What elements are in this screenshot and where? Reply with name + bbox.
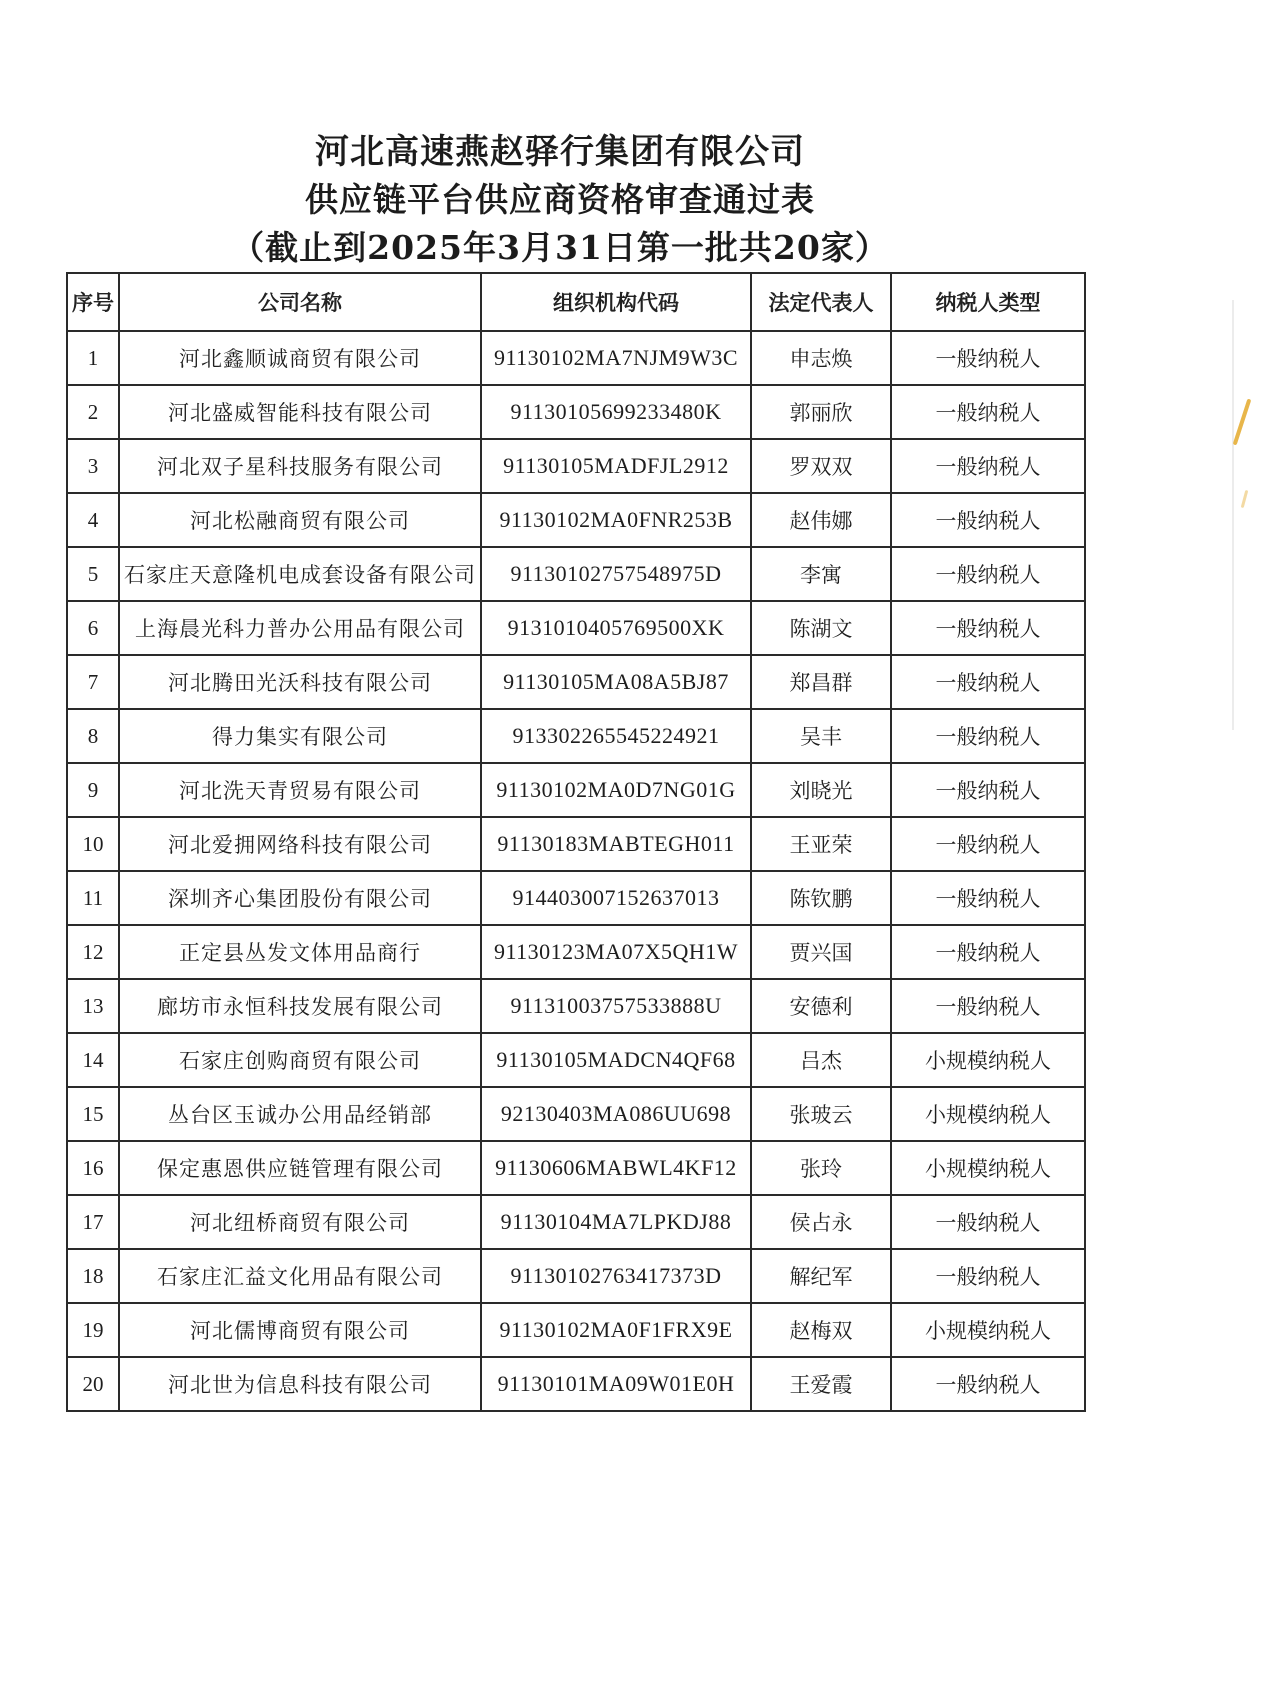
header-company-name: 公司名称 [119, 273, 481, 331]
cell-company-name: 河北腾田光沃科技有限公司 [119, 655, 481, 709]
document-title [0, 128, 1120, 272]
table-row [67, 1303, 1085, 1357]
cell-company-name: 河北盛威智能科技有限公司 [119, 385, 481, 439]
cell-seq: 17 [67, 1195, 119, 1249]
table-row [67, 331, 1085, 385]
table-row [67, 871, 1085, 925]
cell-org-code: 91130102763417373D [481, 1249, 751, 1303]
cell-seq: 19 [67, 1303, 119, 1357]
cell-legal-rep: 李寓 [751, 547, 891, 601]
header-legal-rep: 法定代表人 [751, 273, 891, 331]
cell-seq: 7 [67, 655, 119, 709]
title-company: 河北高速燕赵驿行集团有限公司 [315, 132, 805, 172]
table-row [67, 1141, 1085, 1195]
cell-legal-rep: 解纪军 [751, 1249, 891, 1303]
cell-org-code: 91130102757548975D [481, 547, 751, 601]
cell-company-name: 石家庄汇益文化用品有限公司 [119, 1249, 481, 1303]
table-row [67, 1195, 1085, 1249]
cell-seq: 5 [67, 547, 119, 601]
table-row [67, 601, 1085, 655]
cell-taxpayer-type: 小规模纳税人 [891, 1033, 1085, 1087]
cell-taxpayer-type: 一般纳税人 [891, 709, 1085, 763]
cell-legal-rep: 刘晓光 [751, 763, 891, 817]
cell-taxpayer-type: 一般纳税人 [891, 655, 1085, 709]
cell-taxpayer-type: 一般纳税人 [891, 493, 1085, 547]
cell-taxpayer-type: 小规模纳税人 [891, 1303, 1085, 1357]
cell-org-code: 91130123MA07X5QH1W [481, 925, 751, 979]
cell-org-code: 91130606MABWL4KF12 [481, 1141, 751, 1195]
table-row [67, 979, 1085, 1033]
cell-seq: 10 [67, 817, 119, 871]
cell-legal-rep: 王爱霞 [751, 1357, 891, 1411]
cell-org-code: 91130102MA0D7NG01G [481, 763, 751, 817]
title-date-note: （截止到2025年3月31日第一批共20家） [231, 228, 889, 267]
supplier-table-container [66, 272, 1084, 1412]
table-row [67, 385, 1085, 439]
cell-seq: 9 [67, 763, 119, 817]
cell-org-code: 91130101MA09W01E0H [481, 1357, 751, 1411]
cell-legal-rep: 王亚荣 [751, 817, 891, 871]
cell-taxpayer-type: 一般纳税人 [891, 979, 1085, 1033]
cell-company-name: 深圳齐心集团股份有限公司 [119, 871, 481, 925]
cell-legal-rep: 郭丽欣 [751, 385, 891, 439]
cell-seq: 20 [67, 1357, 119, 1411]
cell-legal-rep: 罗双双 [751, 439, 891, 493]
paper-edge-shadow [1232, 300, 1234, 730]
cell-company-name: 石家庄创购商贸有限公司 [119, 1033, 481, 1087]
cell-taxpayer-type: 一般纳税人 [891, 385, 1085, 439]
cell-seq: 1 [67, 331, 119, 385]
cell-seq: 4 [67, 493, 119, 547]
cell-taxpayer-type: 一般纳税人 [891, 925, 1085, 979]
table-row [67, 1033, 1085, 1087]
cell-taxpayer-type: 一般纳税人 [891, 1249, 1085, 1303]
table-body [67, 331, 1085, 1411]
cell-company-name: 河北松融商贸有限公司 [119, 493, 481, 547]
cell-legal-rep: 陈钦鹏 [751, 871, 891, 925]
cell-org-code: 91130102MA0F1FRX9E [481, 1303, 751, 1357]
cell-taxpayer-type: 小规模纳税人 [891, 1141, 1085, 1195]
cell-company-name: 保定惠恩供应链管理有限公司 [119, 1141, 481, 1195]
cell-taxpayer-type: 一般纳税人 [891, 1195, 1085, 1249]
header-taxpayer-type: 纳税人类型 [891, 273, 1085, 331]
title-table-name: 供应链平台供应商资格审查通过表 [305, 180, 815, 219]
cell-seq: 8 [67, 709, 119, 763]
cell-org-code: 913302265545224921 [481, 709, 751, 763]
cell-taxpayer-type: 一般纳税人 [891, 601, 1085, 655]
cell-seq: 14 [67, 1033, 119, 1087]
cell-company-name: 正定县丛发文体用品商行 [119, 925, 481, 979]
cell-org-code: 91130102MA0FNR253B [481, 493, 751, 547]
cell-taxpayer-type: 一般纳税人 [891, 871, 1085, 925]
highlighter-mark [1233, 399, 1252, 446]
cell-org-code: 91130102MA7NJM9W3C [481, 331, 751, 385]
cell-taxpayer-type: 一般纳税人 [891, 1357, 1085, 1411]
table-row [67, 925, 1085, 979]
cell-company-name: 河北爱拥网络科技有限公司 [119, 817, 481, 871]
supplier-table [66, 272, 1086, 1412]
cell-legal-rep: 赵梅双 [751, 1303, 891, 1357]
header-org-code: 组织机构代码 [481, 273, 751, 331]
cell-taxpayer-type: 小规模纳税人 [891, 1087, 1085, 1141]
cell-legal-rep: 侯占永 [751, 1195, 891, 1249]
table-row [67, 763, 1085, 817]
table-row [67, 709, 1085, 763]
cell-org-code: 91130105MADFJL2912 [481, 439, 751, 493]
table-row [67, 547, 1085, 601]
cell-taxpayer-type: 一般纳税人 [891, 817, 1085, 871]
cell-seq: 13 [67, 979, 119, 1033]
cell-legal-rep: 郑昌群 [751, 655, 891, 709]
cell-company-name: 石家庄天意隆机电成套设备有限公司 [119, 547, 481, 601]
cell-taxpayer-type: 一般纳税人 [891, 547, 1085, 601]
cell-org-code: 91131003757533888U [481, 979, 751, 1033]
cell-company-name: 河北世为信息科技有限公司 [119, 1357, 481, 1411]
cell-company-name: 河北纽桥商贸有限公司 [119, 1195, 481, 1249]
table-row [67, 817, 1085, 871]
cell-taxpayer-type: 一般纳税人 [891, 439, 1085, 493]
cell-company-name: 丛台区玉诚办公用品经销部 [119, 1087, 481, 1141]
cell-legal-rep: 吴丰 [751, 709, 891, 763]
cell-org-code: 91130104MA7LPKDJ88 [481, 1195, 751, 1249]
cell-taxpayer-type: 一般纳税人 [891, 331, 1085, 385]
cell-seq: 2 [67, 385, 119, 439]
cell-legal-rep: 张玻云 [751, 1087, 891, 1141]
cell-legal-rep: 陈湖文 [751, 601, 891, 655]
cell-seq: 15 [67, 1087, 119, 1141]
header-seq: 序号 [67, 273, 119, 331]
cell-seq: 18 [67, 1249, 119, 1303]
highlighter-mark-faint [1241, 490, 1249, 508]
cell-seq: 6 [67, 601, 119, 655]
cell-seq: 11 [67, 871, 119, 925]
cell-org-code: 91130183MABTEGH011 [481, 817, 751, 871]
cell-org-code: 91130105MADCN4QF68 [481, 1033, 751, 1087]
cell-seq: 12 [67, 925, 119, 979]
cell-company-name: 廊坊市永恒科技发展有限公司 [119, 979, 481, 1033]
cell-taxpayer-type: 一般纳税人 [891, 763, 1085, 817]
cell-company-name: 河北鑫顺诚商贸有限公司 [119, 331, 481, 385]
table-row [67, 1087, 1085, 1141]
cell-company-name: 河北双子星科技服务有限公司 [119, 439, 481, 493]
cell-legal-rep: 申志焕 [751, 331, 891, 385]
table-row [67, 655, 1085, 709]
cell-company-name: 得力集实有限公司 [119, 709, 481, 763]
cell-legal-rep: 贾兴国 [751, 925, 891, 979]
table-row [67, 493, 1085, 547]
cell-legal-rep: 安德利 [751, 979, 891, 1033]
cell-legal-rep: 张玲 [751, 1141, 891, 1195]
cell-company-name: 上海晨光科力普办公用品有限公司 [119, 601, 481, 655]
cell-org-code: 914403007152637013 [481, 871, 751, 925]
cell-org-code: 91130105699233480K [481, 385, 751, 439]
table-row [67, 1357, 1085, 1411]
cell-org-code: 9131010405769500XK [481, 601, 751, 655]
cell-legal-rep: 赵伟娜 [751, 493, 891, 547]
cell-seq: 3 [67, 439, 119, 493]
cell-org-code: 92130403MA086UU698 [481, 1087, 751, 1141]
cell-company-name: 河北儒博商贸有限公司 [119, 1303, 481, 1357]
cell-legal-rep: 吕杰 [751, 1033, 891, 1087]
cell-seq: 16 [67, 1141, 119, 1195]
table-row [67, 1249, 1085, 1303]
table-row [67, 439, 1085, 493]
cell-company-name: 河北洗天青贸易有限公司 [119, 763, 481, 817]
table-header-row [67, 273, 1085, 331]
cell-org-code: 91130105MA08A5BJ87 [481, 655, 751, 709]
